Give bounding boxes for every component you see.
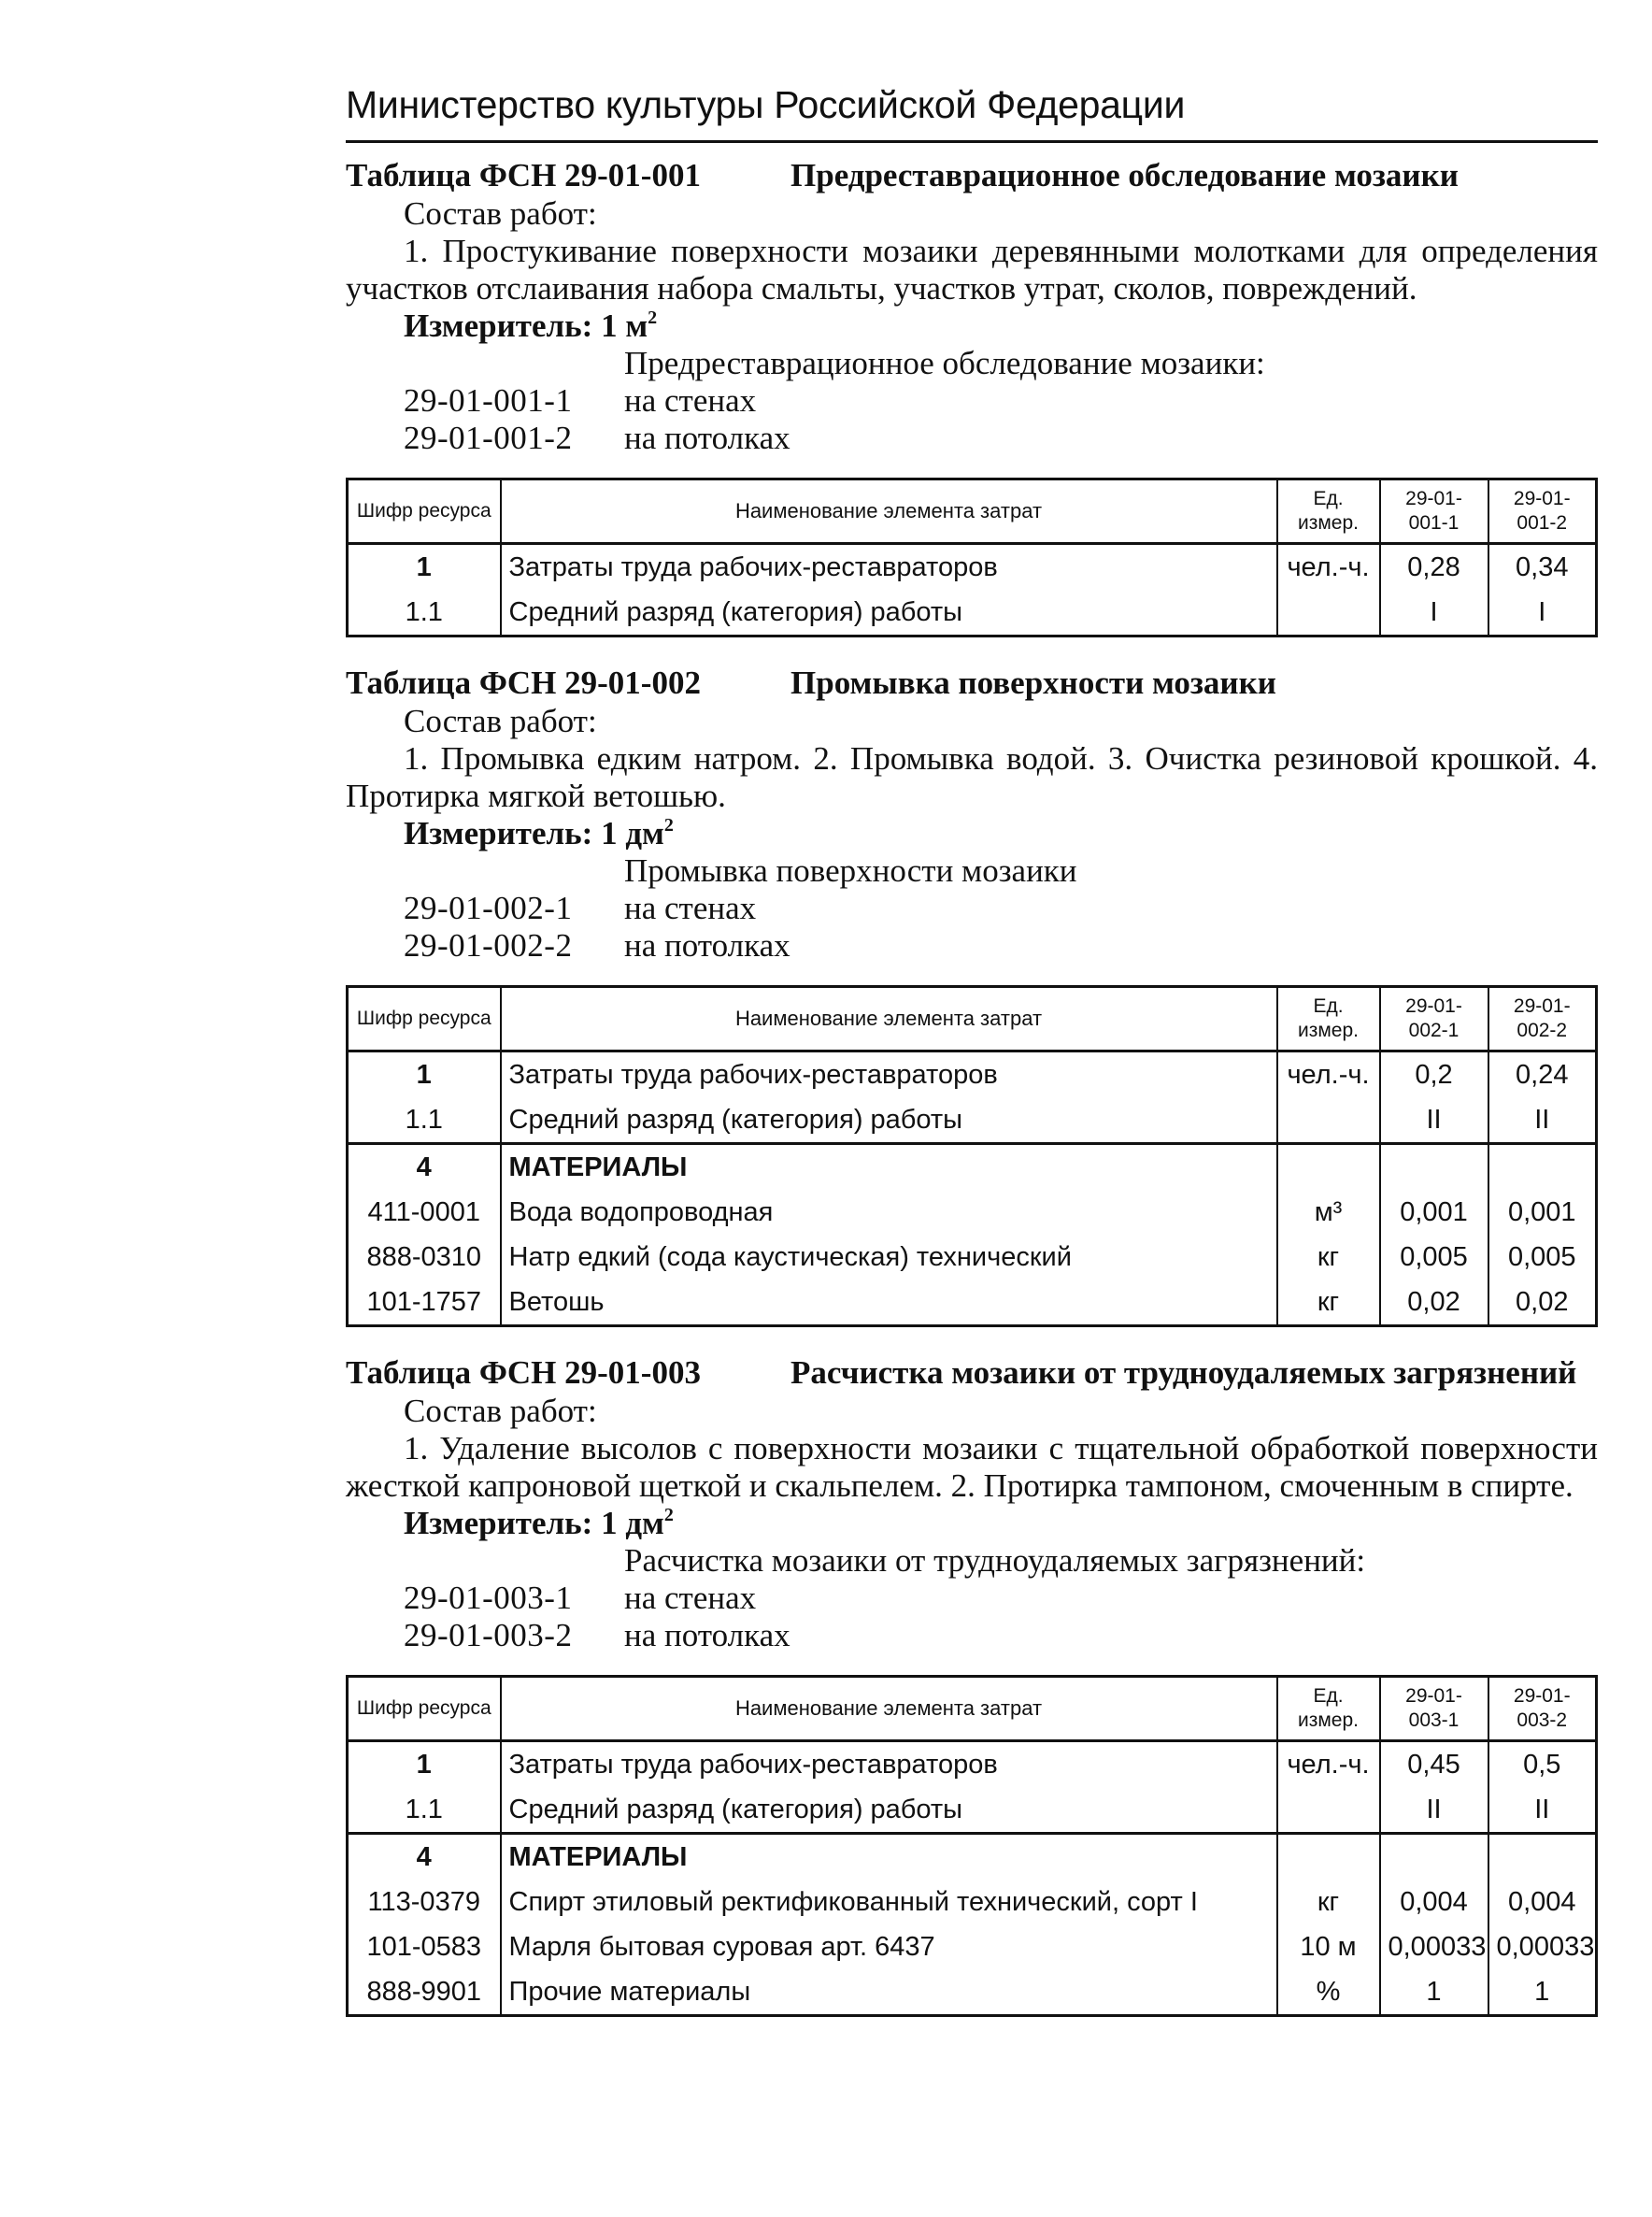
measure-label: Измеритель: 1 дм — [404, 1505, 664, 1541]
work-composition-label: Состав работ: — [404, 1393, 597, 1429]
cell-unit — [1277, 1144, 1380, 1191]
cell-norm-1: 0,28 — [1380, 544, 1488, 591]
measure-label: Измеритель: 1 м — [404, 308, 648, 344]
sections-container — [346, 156, 1598, 2017]
cell-resource-code: 1 — [348, 544, 501, 591]
section — [346, 156, 1598, 637]
header-resource-code: Шифр ресурса — [348, 1677, 501, 1741]
cell-norm-2: 0,24 — [1488, 1051, 1597, 1098]
table-row — [348, 1235, 1597, 1280]
cell-resource-code: 1 — [348, 1051, 501, 1098]
cell-norm-2 — [1488, 1834, 1597, 1881]
table-header-row — [348, 1677, 1597, 1741]
cost-table — [346, 985, 1598, 1327]
cell-unit: кг — [1277, 1880, 1380, 1924]
table-name: Предреставрационное обследование мозаики — [790, 157, 1459, 193]
header-norm-1: 29-01-003-1 — [1380, 1677, 1488, 1741]
table-row — [348, 1280, 1597, 1326]
norm-item-name: на стенах — [624, 382, 757, 419]
norm-item-name: на стенах — [624, 1580, 757, 1616]
header-resource-code: Шифр ресурса — [348, 479, 501, 544]
norm-item-code: 29-01-002-2 — [404, 927, 573, 964]
cell-norm-2: 0,001 — [1488, 1190, 1597, 1235]
norm-item-name: на стенах — [624, 890, 757, 926]
norm-items-intro: Расчистка мозаики от трудноудаляемых загрязнений: — [624, 1542, 1366, 1579]
table-code: Таблица ФСН 29-01-003 — [346, 1354, 701, 1391]
cell-unit: % — [1277, 1969, 1380, 2016]
norm-item — [346, 382, 1598, 420]
table-name: Расчистка мозаики от трудноудаляемых загрязнений — [790, 1354, 1577, 1391]
cell-resource-code: 1.1 — [348, 1097, 501, 1144]
cell-unit: 10 м — [1277, 1924, 1380, 1969]
section-title — [346, 1353, 1598, 1393]
cell-norm-2: II — [1488, 1097, 1597, 1144]
header-cost-element: Наименование элемента затрат — [501, 479, 1277, 544]
cell-resource-code: 888-0310 — [348, 1235, 501, 1280]
cell-norm-1: 0,005 — [1380, 1235, 1488, 1280]
section-title — [346, 664, 1598, 703]
cell-norm-1: 0,004 — [1380, 1880, 1488, 1924]
norm-items — [346, 852, 1598, 965]
norm-item-name: на потолках — [624, 1617, 790, 1653]
section-title — [346, 156, 1598, 195]
measure-exponent: 2 — [663, 1505, 674, 1525]
cost-table — [346, 478, 1598, 637]
cell-norm-1: I — [1380, 590, 1488, 636]
cell-norm-1 — [1380, 1144, 1488, 1191]
work-composition-text: 1. Простукивание поверхности мозаики деревянными молотками для определения участков отслаивания набора смальты, участков утрат, сколов, повреждений. — [346, 233, 1598, 307]
table-row — [348, 1924, 1597, 1969]
measure-exponent: 2 — [663, 815, 674, 836]
table-row — [348, 1144, 1597, 1191]
norm-items-intro: Промывка поверхности мозаики — [624, 852, 1077, 889]
header-norm-2: 29-01-001-2 — [1488, 479, 1597, 544]
table-row — [348, 1834, 1597, 1881]
measure-unit — [346, 308, 1598, 345]
cell-norm-1: 0,02 — [1380, 1280, 1488, 1326]
table-code: Таблица ФСН 29-01-001 — [346, 157, 701, 193]
cell-norm-2: 0,5 — [1488, 1741, 1597, 1788]
cell-norm-2: 1 — [1488, 1969, 1597, 2016]
header-unit: Ед. измер. — [1277, 479, 1380, 544]
cell-cost-element: МАТЕРИАЛЫ — [501, 1144, 1277, 1191]
measure-label: Измеритель: 1 дм — [404, 815, 664, 851]
cell-norm-2: 0,005 — [1488, 1235, 1597, 1280]
norm-item-name: на потолках — [624, 927, 790, 964]
page-header: Министерство культуры Российской Федерации — [346, 83, 1186, 126]
table-row — [348, 1787, 1597, 1834]
cell-resource-code: 101-0583 — [348, 1924, 501, 1969]
cell-norm-2: II — [1488, 1787, 1597, 1834]
cell-unit — [1277, 590, 1380, 636]
cell-norm-1: II — [1380, 1787, 1488, 1834]
header-unit: Ед. измер. — [1277, 1677, 1380, 1741]
norm-item-code: 29-01-001-1 — [404, 382, 573, 419]
cell-unit — [1277, 1787, 1380, 1834]
measure-exponent: 2 — [648, 308, 658, 328]
table-row — [348, 1741, 1597, 1788]
cell-cost-element: Спирт этиловый ректификованный технический, сорт I — [501, 1880, 1277, 1924]
table-row — [348, 1969, 1597, 2016]
cell-cost-element: Затраты труда рабочих-реставраторов — [501, 1051, 1277, 1098]
document-page — [346, 82, 1598, 2017]
cell-cost-element: Вода водопроводная — [501, 1190, 1277, 1235]
cell-cost-element: Средний разряд (категория) работы — [501, 590, 1277, 636]
cell-unit: чел.-ч. — [1277, 1051, 1380, 1098]
cell-cost-element: Ветошь — [501, 1280, 1277, 1326]
norm-item-name: на потолках — [624, 420, 790, 456]
cell-norm-1: II — [1380, 1097, 1488, 1144]
cell-resource-code: 101-1757 — [348, 1280, 501, 1326]
cell-resource-code: 113-0379 — [348, 1880, 501, 1924]
cell-norm-1: 0,001 — [1380, 1190, 1488, 1235]
norm-items — [346, 1542, 1598, 1654]
header-norm-1: 29-01-001-1 — [1380, 479, 1488, 544]
cell-norm-2: 0,34 — [1488, 544, 1597, 591]
table-code: Таблица ФСН 29-01-002 — [346, 665, 701, 701]
norm-items-intro: Предреставрационное обследование мозаики: — [624, 345, 1265, 381]
norm-item-code: 29-01-002-1 — [404, 890, 573, 926]
cell-norm-1: 1 — [1380, 1969, 1488, 2016]
norm-item — [346, 927, 1598, 965]
cell-cost-element: Марля бытовая суровая арт. 6437 — [501, 1924, 1277, 1969]
cell-cost-element: Натр едкий (сода каустическая) технический — [501, 1235, 1277, 1280]
norm-item — [346, 890, 1598, 927]
cell-unit: м³ — [1277, 1190, 1380, 1235]
norm-item — [346, 1617, 1598, 1654]
header-cost-element: Наименование элемента затрат — [501, 987, 1277, 1051]
cell-unit — [1277, 1097, 1380, 1144]
header-norm-2: 29-01-003-2 — [1488, 1677, 1597, 1741]
cell-cost-element: МАТЕРИАЛЫ — [501, 1834, 1277, 1881]
work-composition-label: Состав работ: — [404, 195, 597, 232]
cell-norm-1: 0,2 — [1380, 1051, 1488, 1098]
table-row — [348, 1190, 1597, 1235]
cell-resource-code: 4 — [348, 1144, 501, 1191]
section — [346, 1353, 1598, 2017]
cell-norm-2: 0,00033 — [1488, 1924, 1597, 1969]
work-composition-text: 1. Промывка едким натром. 2. Промывка водой. 3. Очистка резиновой крошкой. 4. Протирка мягкой ветошью. — [346, 740, 1598, 814]
cell-norm-2: 0,02 — [1488, 1280, 1597, 1326]
table-row — [348, 590, 1597, 636]
header-norm-2: 29-01-002-2 — [1488, 987, 1597, 1051]
cell-cost-element: Средний разряд (категория) работы — [501, 1787, 1277, 1834]
cell-unit: чел.-ч. — [1277, 544, 1380, 591]
cell-resource-code: 1 — [348, 1741, 501, 1788]
table-row — [348, 544, 1597, 591]
cell-norm-1: 0,00033 — [1380, 1924, 1488, 1969]
cell-norm-2 — [1488, 1144, 1597, 1191]
norm-item-code: 29-01-001-2 — [404, 420, 573, 456]
work-composition-label: Состав работ: — [404, 703, 597, 739]
cell-resource-code: 1.1 — [348, 1787, 501, 1834]
table-name: Промывка поверхности мозаики — [790, 665, 1276, 701]
cell-cost-element: Затраты труда рабочих-реставраторов — [501, 544, 1277, 591]
cell-unit: кг — [1277, 1235, 1380, 1280]
cell-norm-1 — [1380, 1834, 1488, 1881]
cell-cost-element: Прочие материалы — [501, 1969, 1277, 2016]
cell-unit: кг — [1277, 1280, 1380, 1326]
cell-unit — [1277, 1834, 1380, 1881]
cell-resource-code: 888-9901 — [348, 1969, 501, 2016]
norm-item — [346, 420, 1598, 457]
table-row — [348, 1880, 1597, 1924]
table-row — [348, 1051, 1597, 1098]
cell-unit: чел.-ч. — [1277, 1741, 1380, 1788]
cost-table — [346, 1675, 1598, 2017]
section — [346, 664, 1598, 1327]
measure-unit — [346, 815, 1598, 852]
work-composition-text: 1. Удаление высолов с поверхности мозаики с тщательной обработкой поверхности жесткой капроновой щеткой и скальпелем. 2. Протирка тампоном, смоченным в спирте. — [346, 1430, 1598, 1504]
cell-norm-2: I — [1488, 590, 1597, 636]
header-norm-1: 29-01-002-1 — [1380, 987, 1488, 1051]
table-header-row — [348, 987, 1597, 1051]
cell-norm-2: 0,004 — [1488, 1880, 1597, 1924]
header-unit: Ед. измер. — [1277, 987, 1380, 1051]
norm-item — [346, 1580, 1598, 1617]
header-resource-code: Шифр ресурса — [348, 987, 501, 1051]
table-row — [348, 1097, 1597, 1144]
cell-resource-code: 411-0001 — [348, 1190, 501, 1235]
cell-cost-element: Затраты труда рабочих-реставраторов — [501, 1741, 1277, 1788]
cell-resource-code: 1.1 — [348, 590, 501, 636]
cell-norm-1: 0,45 — [1380, 1741, 1488, 1788]
measure-unit — [346, 1505, 1598, 1542]
header-cost-element: Наименование элемента затрат — [501, 1677, 1277, 1741]
cell-cost-element: Средний разряд (категория) работы — [501, 1097, 1277, 1144]
norm-items — [346, 345, 1598, 457]
table-header-row — [348, 479, 1597, 544]
cell-resource-code: 4 — [348, 1834, 501, 1881]
norm-item-code: 29-01-003-1 — [404, 1580, 573, 1616]
norm-item-code: 29-01-003-2 — [404, 1617, 573, 1653]
